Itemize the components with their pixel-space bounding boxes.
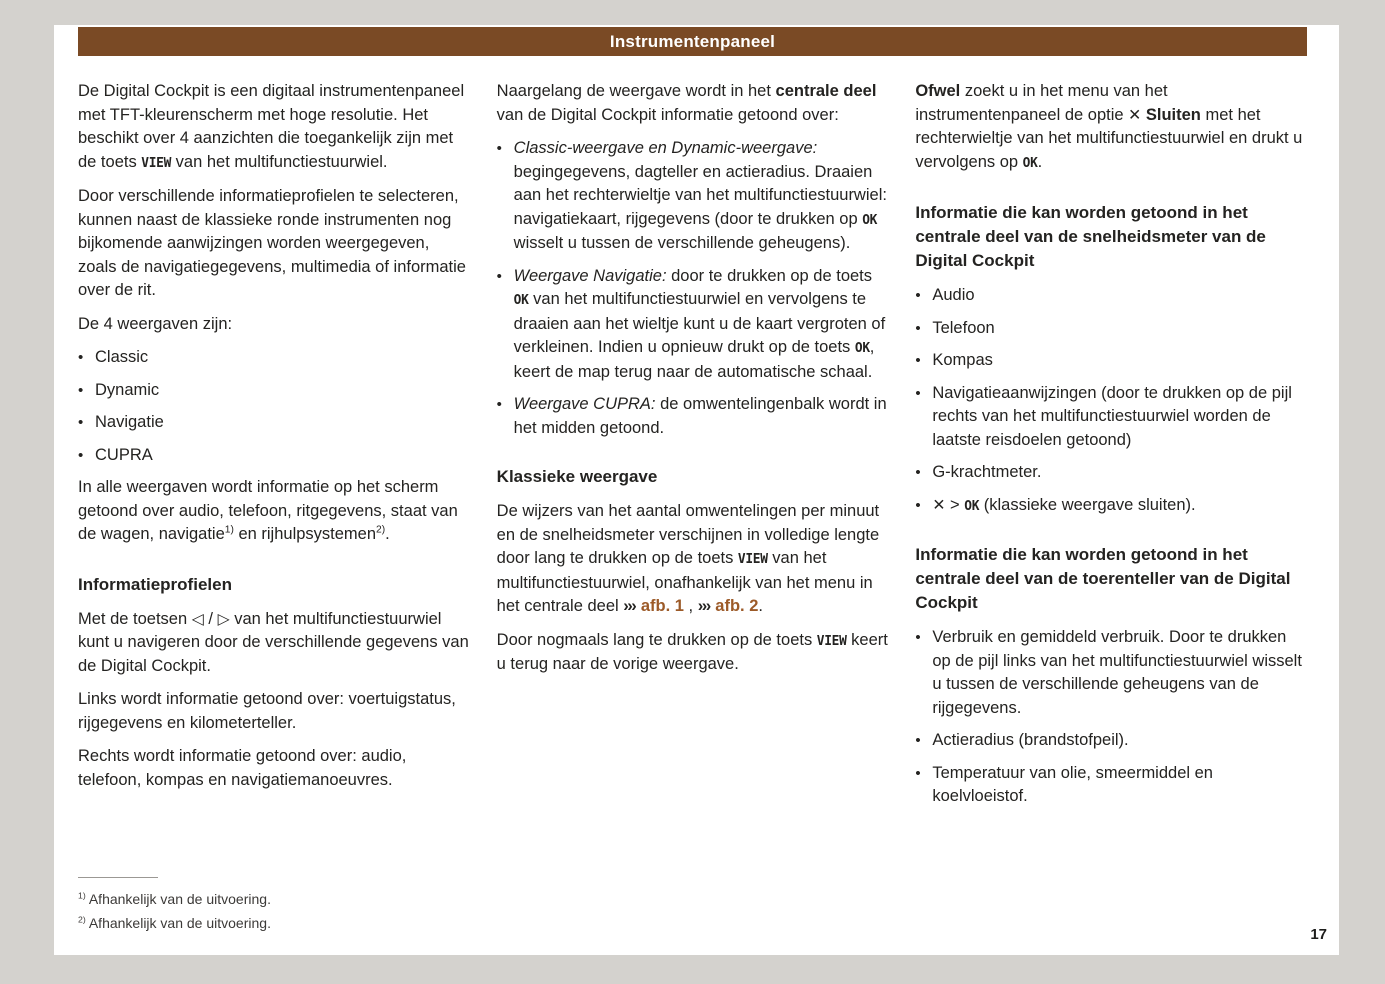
text-run: met het rechterwieltje van het multifunctiestuurwiel en drukt u vervolgens op <box>915 105 1303 171</box>
list-item-text <box>932 461 1307 485</box>
page-header <box>78 27 1307 56</box>
symbol-glyph: ✕ <box>932 496 946 514</box>
paragraph <box>78 608 470 679</box>
steering-wheel-key-glyph: VIEW <box>141 155 172 171</box>
section-heading <box>78 573 470 597</box>
text-run: In alle weergaven wordt informatie op het scherm getoond over audio, telefoon, ritgegevens, staat van de wagen, navigatie <box>78 478 458 543</box>
paragraph <box>497 500 889 619</box>
column-2 <box>497 80 889 935</box>
italic-text: Classic-weergave en Dynamic-weergave: <box>513 139 818 157</box>
text-run: Dynamic <box>95 380 160 399</box>
text-run: Naargelang de weergave wordt in het <box>496 82 776 100</box>
italic-text: Weergave CUPRA: <box>513 395 656 413</box>
list-item-text <box>932 729 1307 753</box>
footnote-text: Afhankelijk van de uitvoering. <box>88 915 271 931</box>
list-item-text <box>932 494 1307 519</box>
list-item-text <box>932 349 1307 373</box>
steering-wheel-key-glyph: OK <box>513 293 529 308</box>
italic-text: Weergave Navigatie: <box>513 266 667 285</box>
text-run: , keert de map terug naar de automatische schaal. <box>513 338 875 381</box>
list-item <box>915 626 1307 720</box>
paragraph <box>497 629 889 677</box>
bullet-dot: • <box>496 267 502 285</box>
text-run: Rechts wordt informatie getoond over: audio, telefoon, kompas en navigatiemanoeuvres. <box>78 747 407 789</box>
footnote-marker: 2) <box>376 524 386 536</box>
text-run: . <box>758 597 763 615</box>
list-item-text <box>95 444 470 468</box>
text-run: begingegevens, dagteller en actieradius. Draaien aan het rechterwieltje van het multifunctiestuurwiel: navigatiekaart, rijgegevens (door te drukken op <box>513 162 887 228</box>
footnote <box>78 911 470 935</box>
list-item <box>915 461 1307 485</box>
text-run: Navigatieaanwijzingen (door te drukken op de pijl rechts van het multifunctiestuurwiel worden de laatste reisdoelen getoond) <box>932 383 1292 449</box>
list-item-text <box>95 379 470 403</box>
text-run: . <box>385 525 390 543</box>
bullet-dot: • <box>78 446 84 464</box>
paragraph <box>78 476 470 547</box>
list-item <box>915 349 1307 373</box>
bullet-dot: • <box>78 381 84 399</box>
text-run: Telefoon <box>932 318 995 337</box>
bullet-dot: • <box>915 352 921 369</box>
list-item-text <box>95 411 470 435</box>
list-item <box>915 284 1307 308</box>
section-heading <box>915 543 1307 615</box>
bullet-dot: • <box>915 764 921 782</box>
text-run: Door verschillende informatieprofielen te selecteren, kunnen naast de klassieke ronde instrumenten nog bijkomende aanwijzingen worden weergegeven, zoals de navigatiegegevens, multimedia of informatie over de rit. <box>78 187 466 299</box>
steering-wheel-key-glyph: OK <box>854 341 870 356</box>
list-item-text <box>514 393 889 440</box>
list-item <box>78 411 470 435</box>
cross-reference-link[interactable]: afb. 2 <box>710 597 759 615</box>
bullet-dot: • <box>915 629 921 646</box>
list-item <box>915 382 1307 453</box>
text-run: De Digital Cockpit is een digitaal instrumentenpaneel met TFT-kleurenscherm met hoge resolutie. Het beschikt over 4 aanzichten die toegankelijk zijn met de toets <box>78 82 465 171</box>
text-run: / <box>203 609 218 628</box>
list-item <box>497 393 889 440</box>
text-run: Kompas <box>932 351 993 369</box>
cross-reference-link[interactable]: afb. 1 <box>636 597 684 615</box>
bullet-dot: • <box>915 287 921 304</box>
footnote-marker: 1) <box>78 890 86 901</box>
text-run: Actieradius (brandstofpeil). <box>932 731 1129 749</box>
text-run: (klassieke weergave sluiten). <box>979 495 1196 514</box>
symbol-glyph: ▷ <box>217 610 230 628</box>
bullet-dot: • <box>915 732 921 749</box>
text-run: Temperatuur van olie, smeermiddel en koelvloeistof. <box>932 763 1213 805</box>
text-run: Verbruik en gemiddeld verbruik. Door te drukken op de pijl links van het multifunctiestuurwiel wisselt u tussen de verschillende geheugens van de rijgegevens. <box>932 628 1302 717</box>
list-item-text <box>514 137 889 256</box>
bullet-dot: • <box>496 396 502 413</box>
text-run: van het multifunctiestuurwiel en vervolgens te draaien aan het wieltje kunt u de kaart vergroten of verkleinen. Indien u opnieuw drukt op de toets <box>513 290 886 356</box>
manual-page <box>54 25 1339 955</box>
bullet-dot: • <box>78 349 84 366</box>
bullet-dot: • <box>915 496 921 514</box>
symbol-glyph: ◁ <box>191 610 204 628</box>
list-item <box>78 346 470 370</box>
list-item <box>915 494 1307 519</box>
paragraph <box>78 185 470 303</box>
steering-wheel-key-glyph: VIEW <box>737 552 768 567</box>
text-run: door te drukken op de toets <box>666 266 872 285</box>
list-item-text <box>514 265 889 385</box>
footnote <box>78 887 470 911</box>
footnotes <box>78 871 470 935</box>
text-run: wisselt u tussen de verschillende geheugens). <box>513 234 851 252</box>
cross-ref-arrows-icon: ››› <box>697 597 710 615</box>
section-heading <box>915 201 1307 273</box>
text-run: Links wordt informatie getoond over: voertuigstatus, rijgegevens en kilometerteller. <box>78 690 456 732</box>
paragraph <box>497 80 889 127</box>
footnote-text: Afhankelijk van de uitvoering. <box>88 891 271 907</box>
paragraph <box>78 688 470 735</box>
list-item <box>915 729 1307 753</box>
text-run: zoekt u in het menu van het instrumentenpaneel de optie <box>915 82 1168 124</box>
section-heading <box>497 465 889 489</box>
cross-ref-arrows-icon: ››› <box>623 597 636 615</box>
text-run: van de Digital Cockpit informatie getoond over: <box>496 105 839 124</box>
footnote-marker: 1) <box>224 524 234 536</box>
paragraph <box>78 745 470 792</box>
list-item-text <box>932 626 1307 720</box>
text-run: . <box>1037 152 1043 171</box>
bold-text: Sluiten <box>1141 105 1201 124</box>
symbol-glyph: ✕ <box>1128 106 1142 124</box>
text-run: en rijhulpsystemen <box>233 525 377 543</box>
text-run: Informatie die kan worden getoond in het centrale deel van de snelheidsmeter van de Digital Cockpit <box>915 203 1266 270</box>
paragraph <box>78 80 470 175</box>
bullet-dot: • <box>915 319 921 337</box>
bullet-dot: • <box>915 464 921 481</box>
steering-wheel-key-glyph: VIEW <box>816 633 847 649</box>
list-item-text <box>932 382 1307 453</box>
footnote-divider <box>78 877 158 878</box>
bullet-dot: • <box>915 384 921 402</box>
list-item-text <box>95 346 470 370</box>
list-item <box>78 379 470 403</box>
text-run: keert u terug naar de vorige weergave. <box>496 630 888 673</box>
text-run: Informatie die kan worden getoond in het centrale deel van de toerenteller van de Digital Cockpit <box>915 545 1291 612</box>
steering-wheel-key-glyph: OK <box>1022 155 1038 171</box>
bold-text: Ofwel <box>915 82 961 100</box>
paragraph <box>915 80 1307 175</box>
text-run: Informatieprofielen <box>78 574 232 594</box>
list-item-text <box>932 284 1307 308</box>
bold-text: centrale deel <box>775 82 877 100</box>
text-run: de omwentelingenbalk wordt in het midden getoond. <box>513 395 887 437</box>
text-run: CUPRA <box>95 445 153 464</box>
text-run: Door nogmaals lang te drukken op de toets <box>496 630 817 649</box>
list-item <box>497 137 889 256</box>
text-run: van het multifunctiestuurwiel kunt u navigeren door de verschillende gegevens van de Digital Cockpit. <box>78 609 469 675</box>
page-title: Instrumentenpaneel <box>609 31 776 51</box>
list-item <box>497 265 889 385</box>
text-run: Classic <box>95 348 149 366</box>
list-item <box>915 317 1307 341</box>
text-run: Klassieke weergave <box>496 467 658 486</box>
list-item-text <box>932 762 1307 809</box>
bullet-dot: • <box>78 414 84 431</box>
text-run: Navigatie <box>95 413 164 431</box>
steering-wheel-key-glyph: OK <box>862 212 878 228</box>
text-run: De 4 weergaven zijn: <box>78 314 233 333</box>
text-run: van het multifunctiestuurwiel, onafhankelijk van het menu in het centrale deel <box>496 549 873 615</box>
text-run: Audio <box>932 286 975 304</box>
content-columns <box>78 80 1307 935</box>
text-run: , <box>683 597 698 615</box>
list-item <box>915 762 1307 809</box>
text-run: De wijzers van het aantal omwentelingen per minuut en de snelheidsmeter verschijnen in volledige lengte door lang te drukken op de toets <box>496 502 880 567</box>
text-run: van het multifunctiestuurwiel. <box>171 152 388 171</box>
text-run: G-krachtmeter. <box>932 463 1042 481</box>
footnote-marker: 2) <box>78 914 86 925</box>
page-number: 17 <box>1310 926 1327 943</box>
text-run: Met de toetsen <box>78 609 192 628</box>
column-3 <box>915 80 1307 935</box>
column-1 <box>78 80 470 935</box>
list-item-text <box>932 317 1307 341</box>
steering-wheel-key-glyph: OK <box>964 498 980 514</box>
paragraph <box>78 313 470 337</box>
bullet-dot: • <box>496 140 502 157</box>
text-run: > <box>945 495 965 514</box>
list-item <box>78 444 470 468</box>
